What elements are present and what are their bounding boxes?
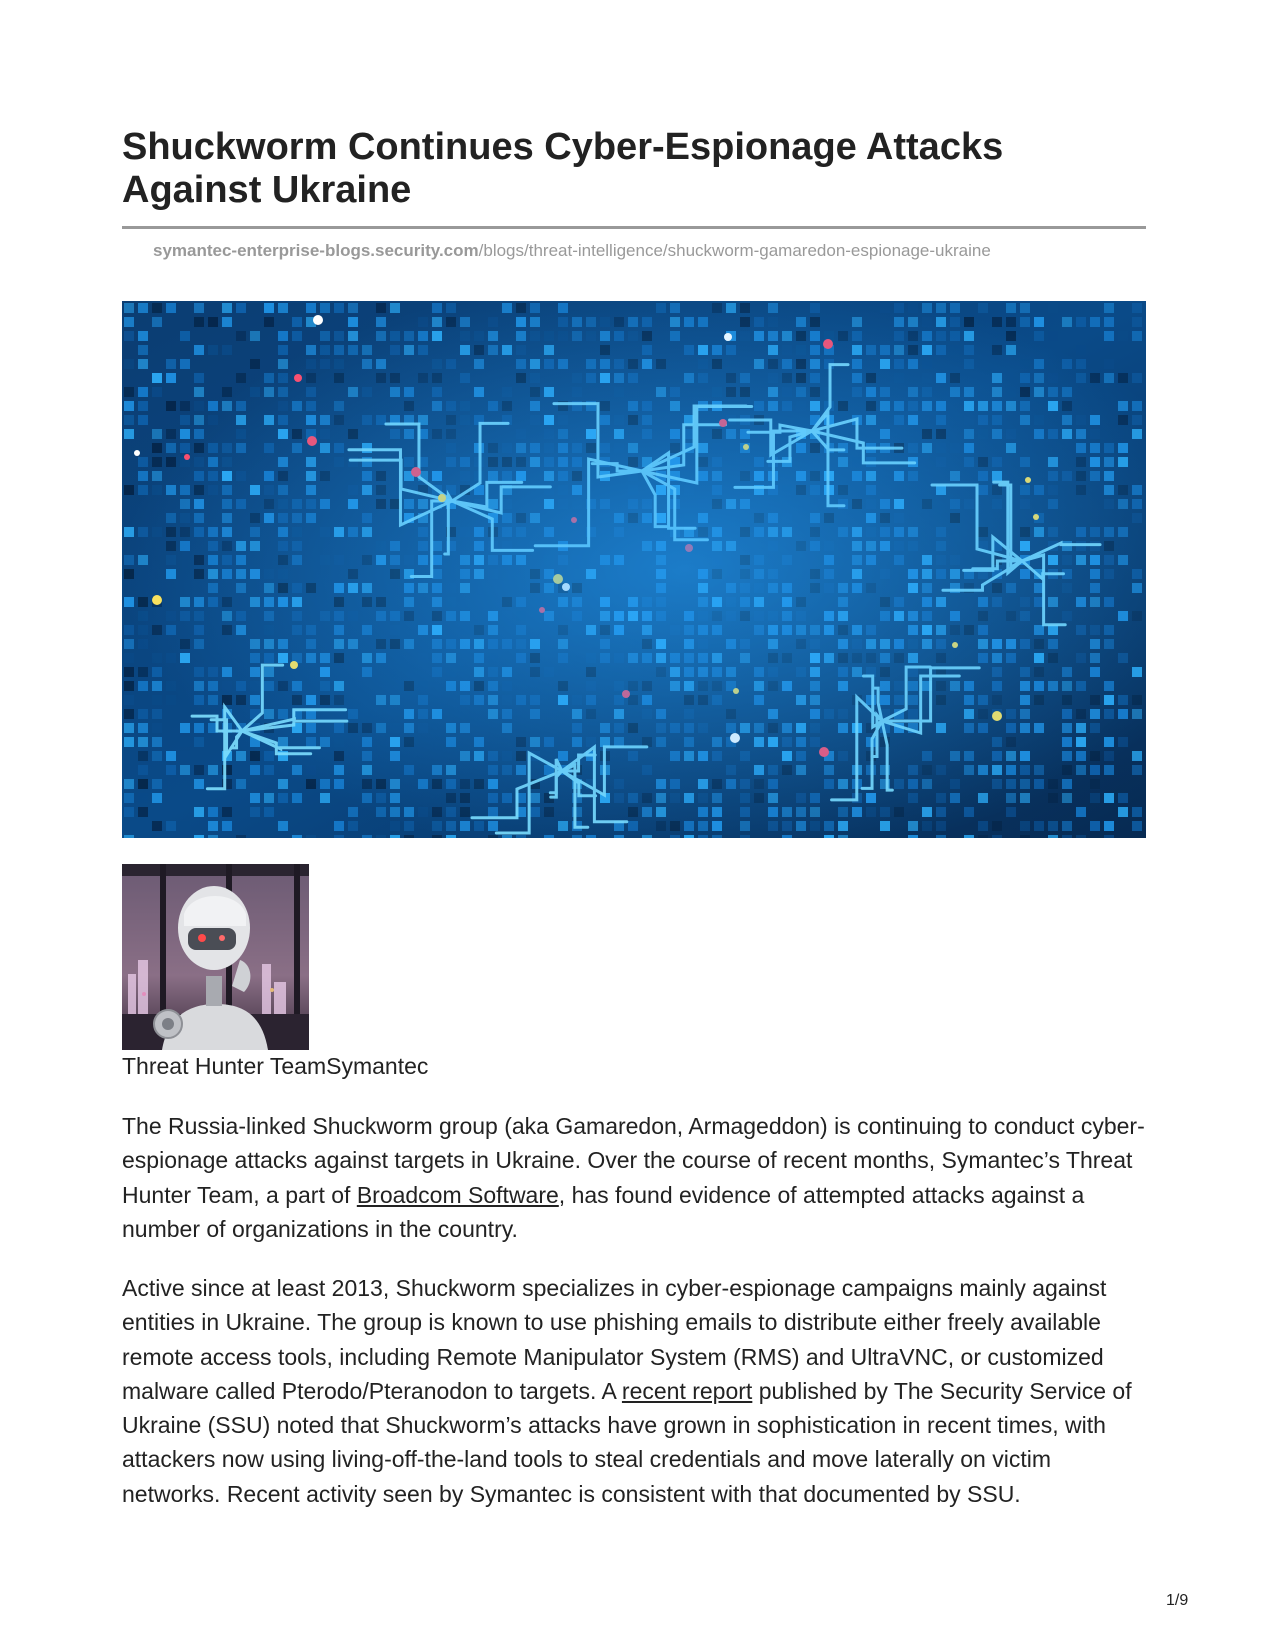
title-divider: [122, 226, 1146, 229]
article-title: Shuckworm Continues Cyber-Espionage Attacks Against Ukraine: [122, 126, 1004, 211]
source-url-path[interactable]: /blogs/threat-intelligence/shuckworm-gamaredon-espionage-ukraine: [478, 241, 991, 260]
page-number: 1/9: [1166, 1592, 1189, 1609]
circuit-board-illustration: [122, 301, 1146, 838]
broadcom-software-link[interactable]: Broadcom Software: [356, 1181, 559, 1208]
robot-avatar-illustration: [122, 864, 309, 1050]
source-url[interactable]: [153, 241, 991, 261]
author-byline: Threat Hunter TeamSymantec: [122, 1053, 429, 1079]
recent-report-link[interactable]: recent report: [621, 1377, 753, 1404]
paragraph-1-text-a: The Russia-linked Shuckworm group (aka Gamaredon, Armageddon) is continuing to conduct cyber-espionage attacks against targets in Ukraine. Over the course of recent months, Symantec’s Threat Hunter Team, a part of: [122, 1113, 1145, 1208]
paragraph-1-text-b: , has found evidence of attempted attacks against a number of organizations in the country.: [122, 1181, 1085, 1242]
article-paragraph-2: [122, 1271, 1146, 1511]
paragraph-2-text-a: Active since at least 2013, Shuckworm specializes in cyber-espionage campaigns mainly against entities in Ukraine. The group is known to use phishing emails to distribute either freely available remote access tools, including Remote Manipulator System (RMS) and UltraVNC, or customized malware called Pterodo/Pteranodon to targets. A: [122, 1275, 1107, 1404]
article-paragraph-1: [122, 1109, 1146, 1246]
circuit-board-hero-image: [122, 301, 1146, 838]
author-avatar: [122, 864, 309, 1050]
source-url-host[interactable]: symantec-enterprise-blogs.security.com: [153, 241, 479, 260]
paragraph-2-text-b: published by The Security Service of Ukraine (SSU) noted that Shuckworm’s attacks have grown in sophistication in recent times, with attackers now using living-off-the-land tools to steal credentials and move laterally on victim networks. Recent activity seen by Symantec is consistent with that documented by SSU.: [122, 1377, 1132, 1507]
